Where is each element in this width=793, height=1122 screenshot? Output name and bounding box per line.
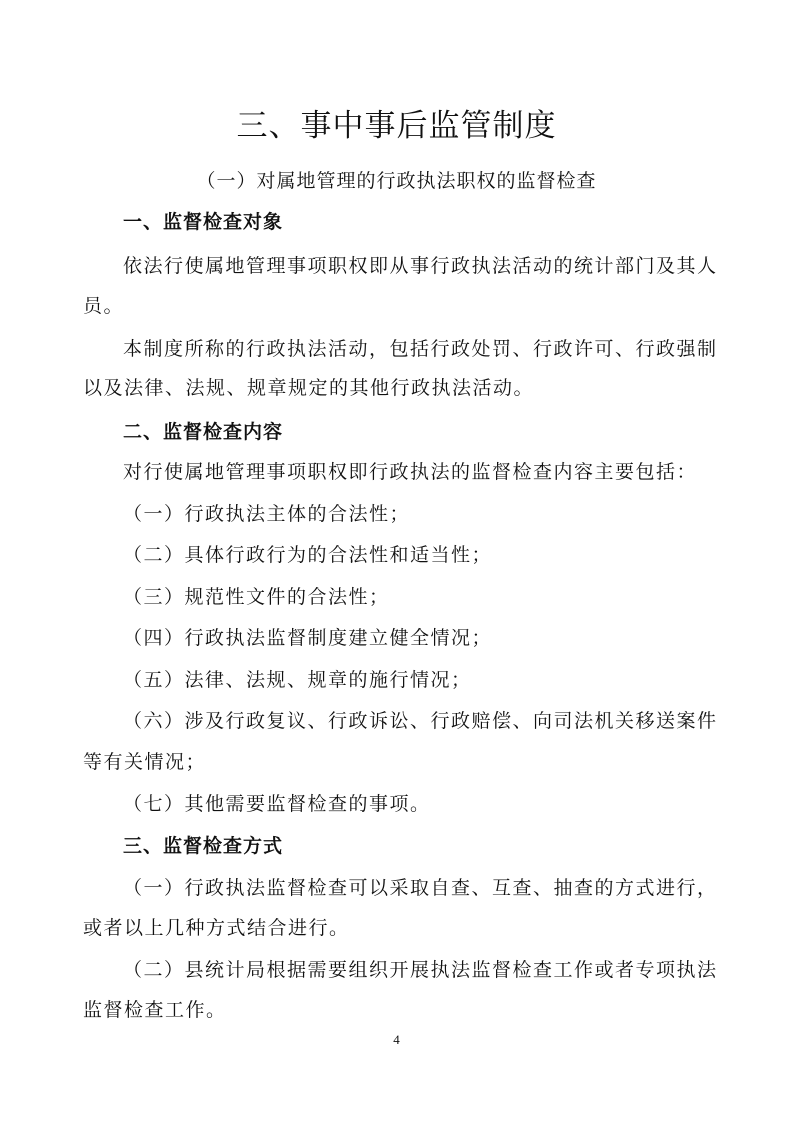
list-item: （四）行政执法监督制度建立健全情况； — [123, 627, 493, 649]
paragraph-line: 本制度所称的行政执法活动，包括行政处罚、行政许可、行政强制 — [123, 338, 718, 360]
page-number: 4 — [393, 1032, 400, 1047]
list-item: （二）具体行政行为的合法性和适当性； — [123, 544, 493, 566]
page-subtitle: （一）对属地管理的行政执法职权的监督检查 — [196, 170, 597, 192]
section-heading-3: 三、监督检查方式 — [123, 835, 284, 857]
list-item: （三）规范性文件的合法性； — [123, 586, 390, 608]
paragraph-line: 对行使属地管理事项职权即行政执法的监督检查内容主要包括： — [123, 461, 698, 483]
list-item: （五）法律、法规、规章的施行情况； — [123, 669, 472, 691]
paragraph-line: 依法行使属地管理事项职权即从事行政执法活动的统计部门及其人 — [123, 255, 718, 277]
paragraph-line: 员。 — [83, 295, 125, 317]
page-title: 三、事中事后监管制度 — [236, 108, 557, 144]
list-item: 等有关情况； — [83, 751, 207, 773]
list-item: （六）涉及行政复议、行政诉讼、行政赔偿、向司法机关移送案件 — [123, 710, 718, 732]
paragraph-line: 监督检查工作。 — [83, 999, 227, 1021]
list-item: （一）行政执法主体的合法性； — [123, 503, 411, 525]
list-item: （七）其他需要监督检查的事项。 — [123, 793, 431, 815]
section-heading-1: 一、监督检查对象 — [123, 211, 284, 233]
paragraph-line: （一）行政执法监督检查可以采取自查、互查、抽查的方式进行， — [123, 877, 718, 899]
section-heading-2: 二、监督检查内容 — [123, 421, 284, 443]
paragraph-line: （二）县统计局根据需要组织开展执法监督检查工作或者专项执法 — [123, 959, 718, 981]
paragraph-line: 以及法律、法规、规章规定的其他行政执法活动。 — [83, 377, 535, 399]
paragraph-line: 或者以上几种方式结合进行。 — [83, 917, 350, 939]
